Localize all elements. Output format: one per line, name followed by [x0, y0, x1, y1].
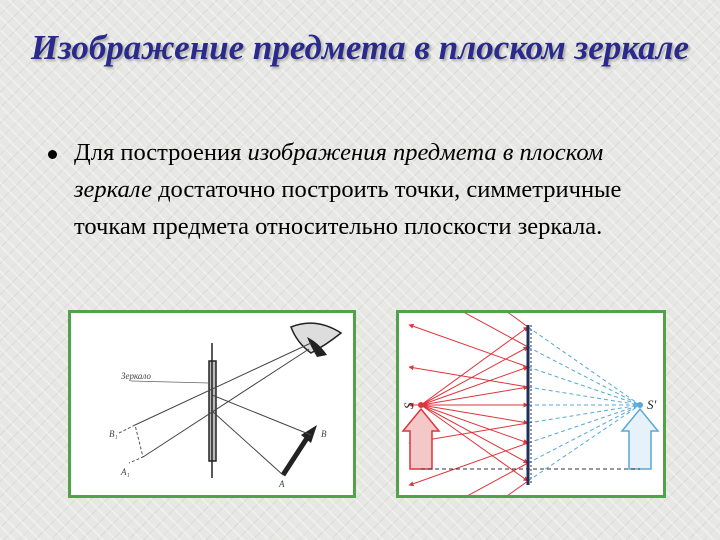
bullet-point	[48, 150, 57, 159]
bullet-text-italic: изображения предмета в плоском зеркале	[74, 139, 604, 203]
object-arrow	[283, 435, 309, 475]
bullet-text-part3: достаточно построить точки, симметричные точкам предмета относительно плоскости зеркала.	[74, 176, 622, 240]
incident-ray	[421, 367, 528, 405]
label-a1: A₁	[121, 467, 130, 477]
incident-ray	[421, 405, 528, 443]
mirror-label-leader	[131, 381, 209, 383]
virtual-ray	[528, 405, 640, 443]
bullet-text	[74, 134, 674, 245]
virtual-ray	[528, 405, 640, 481]
image-point	[637, 402, 643, 408]
label-a: A	[279, 479, 285, 489]
incident-ray	[421, 405, 528, 481]
virtual-ray	[528, 367, 640, 405]
ray-2	[143, 349, 309, 457]
point-source-figure	[396, 310, 666, 498]
image-arrow	[622, 409, 658, 469]
image-outline	[119, 425, 143, 463]
mirror-sketch-drawing	[71, 313, 353, 495]
mirror-label: Зеркало	[121, 371, 151, 381]
image-label: S'	[647, 397, 657, 412]
ray-3	[212, 395, 311, 435]
mirror-sketch-figure	[68, 310, 356, 498]
ray-group	[409, 313, 640, 495]
ray-4	[212, 411, 283, 475]
virtual-ray	[528, 327, 640, 405]
reflected-ray	[409, 313, 528, 347]
label-b1: B₁	[109, 429, 118, 439]
point-source-drawing	[399, 313, 663, 495]
source-point	[418, 402, 424, 408]
bullet-text-part1: Для построения	[74, 139, 248, 166]
reflected-ray	[409, 325, 528, 367]
source-label: S	[401, 402, 416, 409]
reflected-ray	[409, 481, 528, 495]
label-b: B	[321, 429, 327, 439]
ray-1	[135, 343, 311, 425]
slide-title: Изображение предмета в плоском зеркале	[30, 28, 690, 67]
